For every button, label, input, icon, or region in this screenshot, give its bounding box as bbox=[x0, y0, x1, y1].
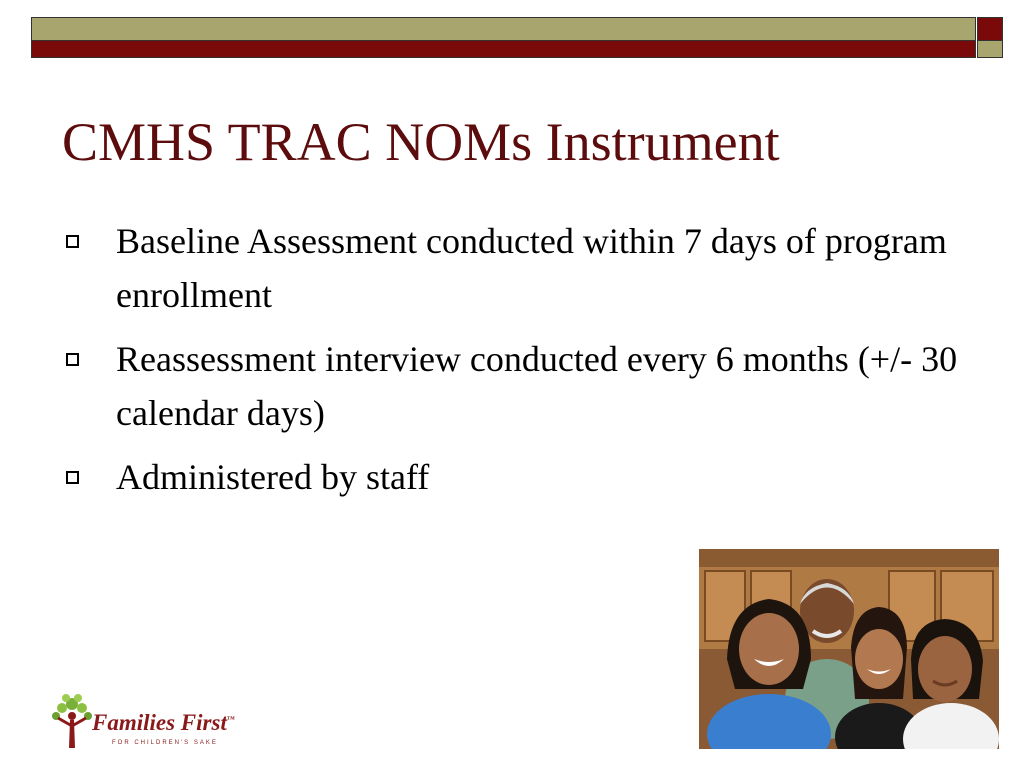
families-first-logo bbox=[50, 690, 260, 760]
logo-tagline: FOR CHILDREN'S SAKE bbox=[112, 740, 218, 746]
bullet-text: Baseline Assessment conducted within 7 days of program enrollment bbox=[116, 221, 947, 315]
bullet-text: Reassessment interview conducted every 6 months (+/- 30 calendar days) bbox=[116, 339, 958, 433]
bullet-item bbox=[62, 332, 962, 440]
header-bar-olive bbox=[31, 17, 976, 41]
logo-name: Families First bbox=[92, 710, 227, 735]
bullet-text: Administered by staff bbox=[116, 457, 430, 497]
logo-trademark: ™ bbox=[226, 714, 235, 724]
logo-wordmark bbox=[92, 710, 235, 736]
square-bullet-icon bbox=[66, 471, 79, 484]
bullet-list bbox=[62, 214, 962, 514]
square-bullet-icon bbox=[66, 235, 79, 248]
family-photo bbox=[699, 549, 999, 749]
slide-title: CMHS TRAC NOMs Instrument bbox=[62, 112, 780, 172]
bullet-item bbox=[62, 450, 962, 504]
tree-logo-icon bbox=[50, 690, 94, 754]
square-bullet-icon bbox=[66, 353, 79, 366]
header-square-maroon bbox=[977, 17, 1003, 41]
header-bar-maroon bbox=[31, 41, 976, 58]
header-square-olive bbox=[977, 41, 1003, 58]
bullet-item bbox=[62, 214, 962, 322]
